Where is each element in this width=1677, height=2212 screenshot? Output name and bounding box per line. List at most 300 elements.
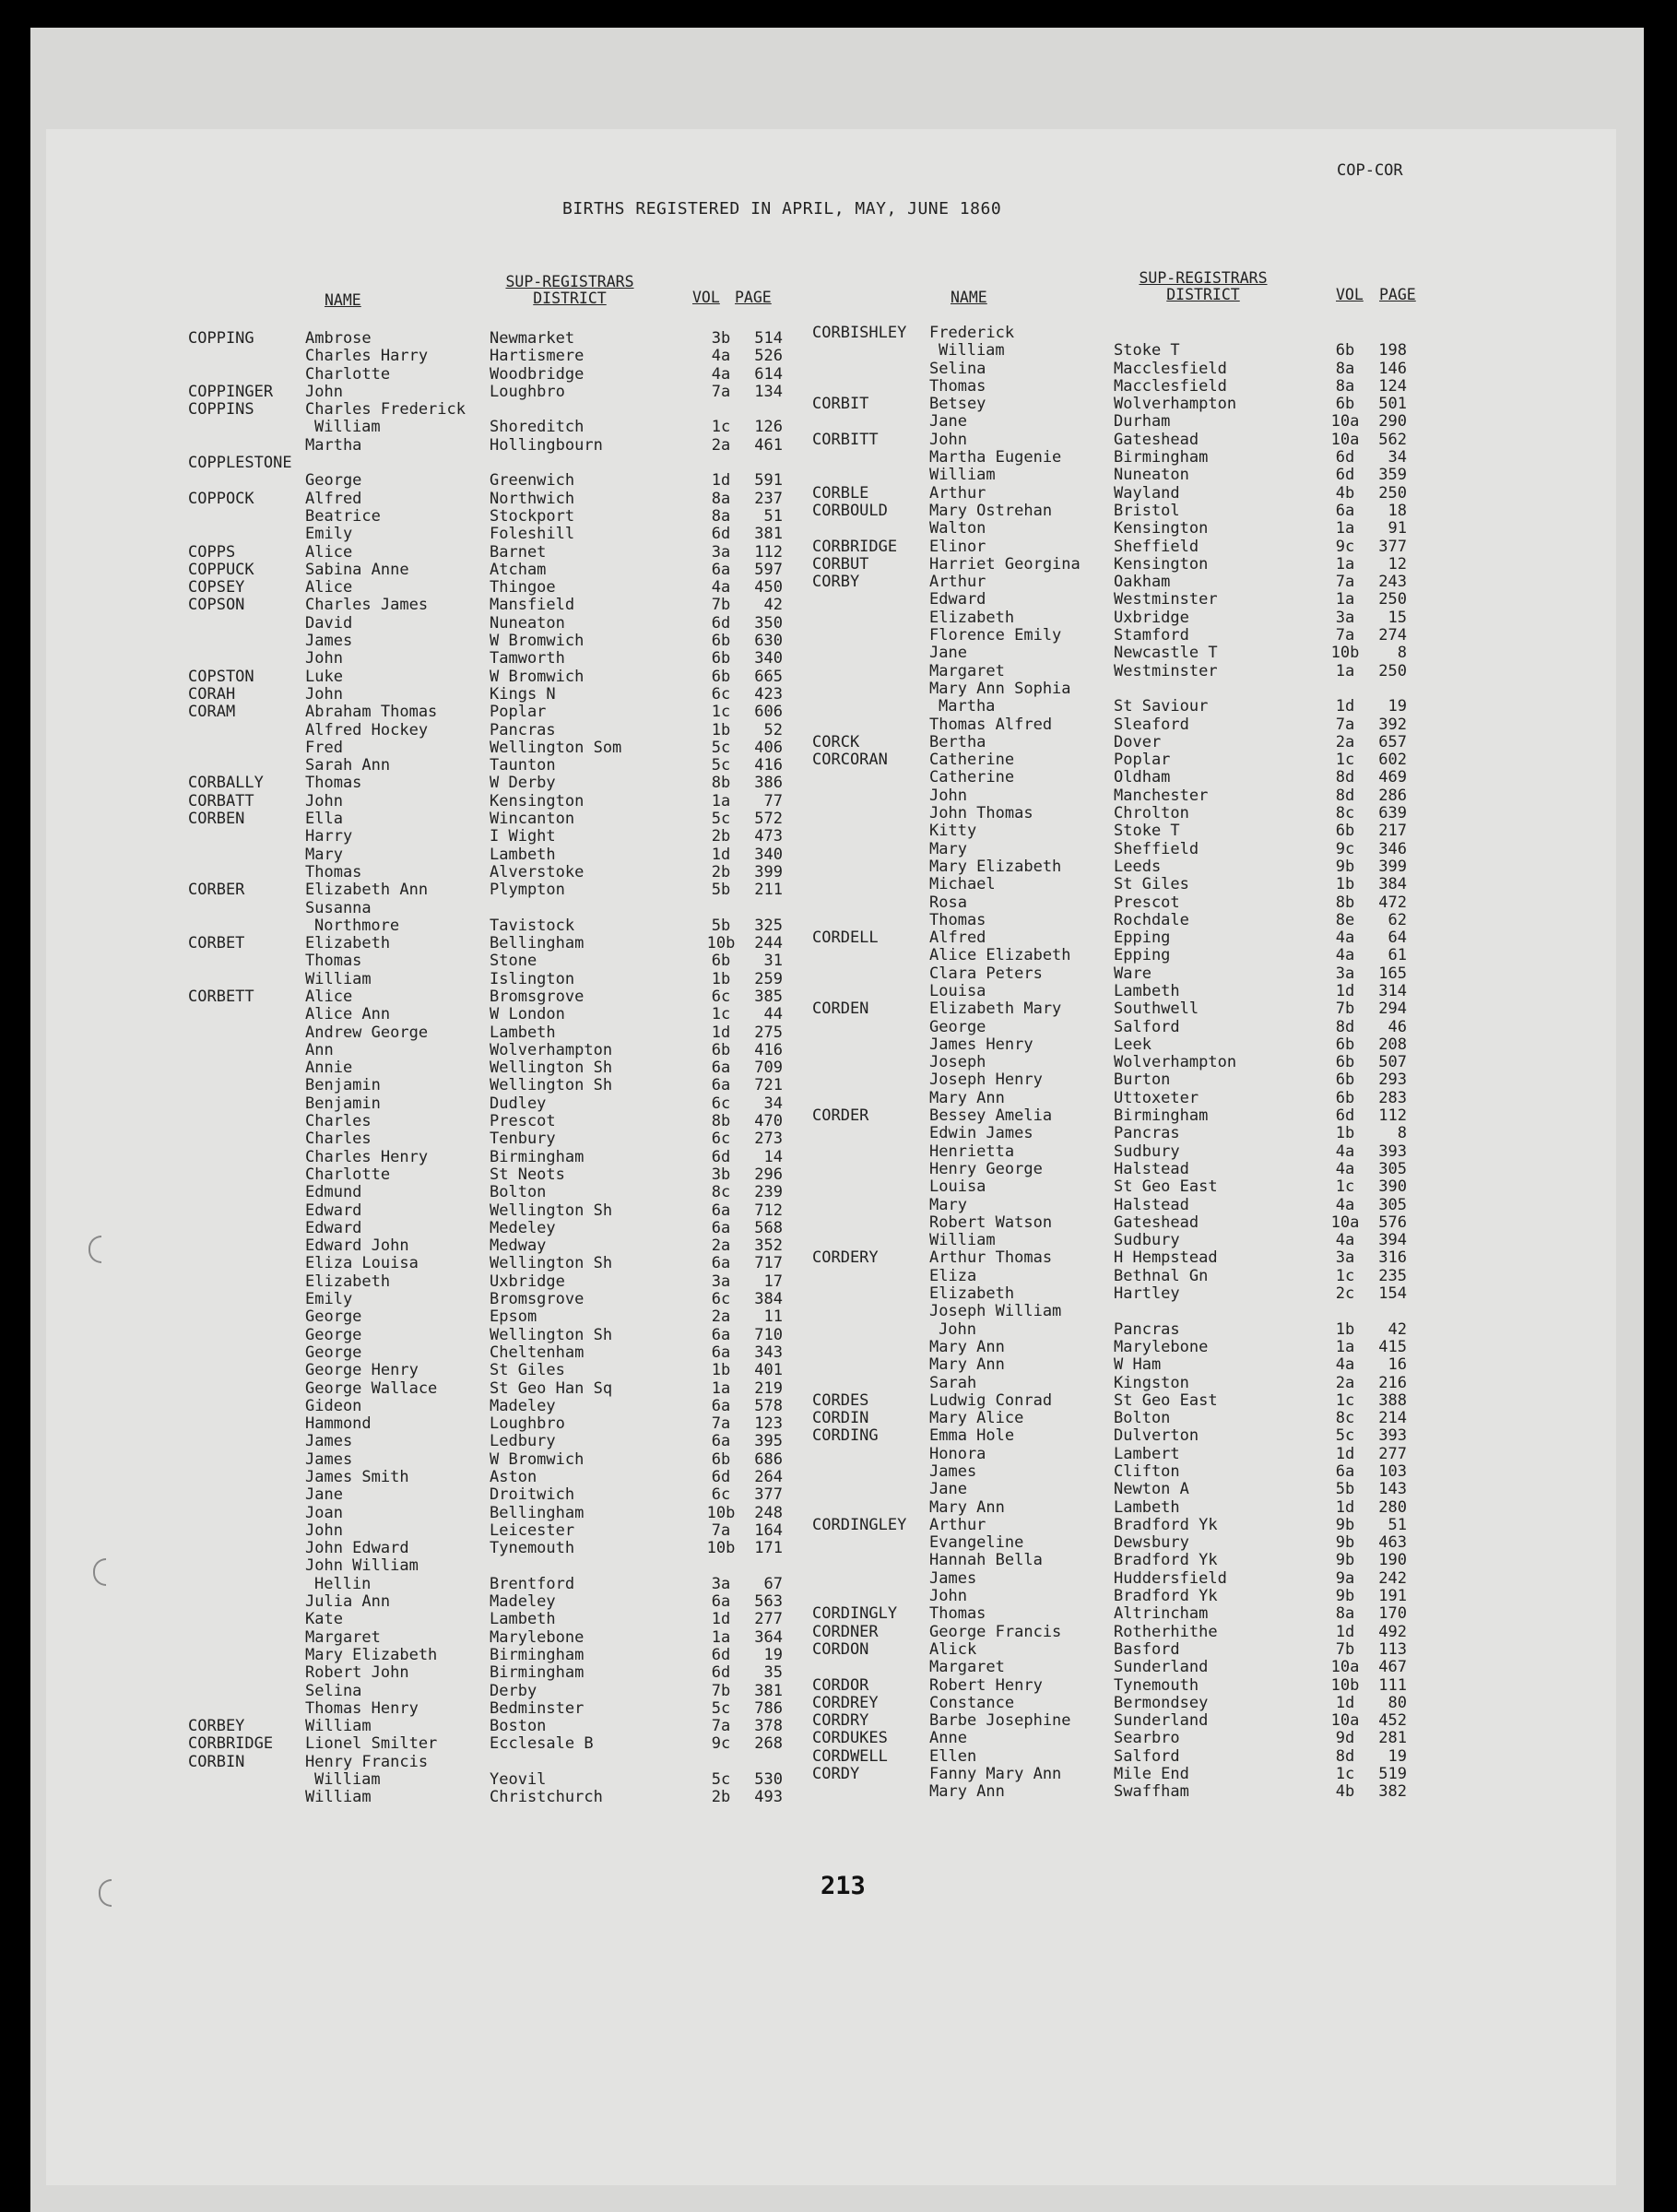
given-names: John bbox=[305, 649, 343, 668]
page-ref: 393 bbox=[1378, 1141, 1407, 1161]
volume: 10b bbox=[706, 1539, 736, 1558]
volume: 6d bbox=[711, 1663, 731, 1683]
register-entry bbox=[188, 668, 833, 685]
volume: 8a bbox=[1335, 359, 1355, 378]
given-names: Thomas bbox=[929, 376, 986, 396]
given-names: Arthur Thomas bbox=[929, 1248, 1053, 1268]
district: Tavistock bbox=[490, 916, 575, 935]
volume: 1a bbox=[1335, 554, 1355, 574]
register-entry bbox=[188, 1504, 833, 1521]
register-entry bbox=[812, 448, 1458, 466]
page-ref: 493 bbox=[754, 1788, 783, 1807]
volume: 6d bbox=[711, 1468, 731, 1486]
page-ref: 164 bbox=[754, 1520, 783, 1540]
volume: 6d bbox=[711, 613, 731, 633]
district-header-line1: SUP-REGISTRARS bbox=[505, 273, 634, 290]
district-header-line2: DISTRICT bbox=[1166, 286, 1240, 303]
given-names: Betsey bbox=[929, 395, 986, 414]
register-entry bbox=[188, 1485, 833, 1503]
district: Hartley bbox=[1114, 1284, 1180, 1304]
district: Northwich bbox=[490, 489, 575, 508]
register-entry bbox=[188, 632, 833, 649]
page-ref: 217 bbox=[1378, 822, 1407, 841]
volume: 1b bbox=[1335, 1319, 1355, 1339]
district: Uttoxeter bbox=[1114, 1088, 1199, 1107]
register-entry bbox=[812, 1053, 1458, 1071]
register-entry bbox=[188, 1272, 833, 1290]
district: Rochdale bbox=[1114, 910, 1189, 929]
surname: CORDER bbox=[812, 1106, 869, 1126]
surname: CORBRIDGE bbox=[188, 1734, 274, 1754]
volume: 4a bbox=[711, 347, 731, 366]
given-names: Mary Ann bbox=[929, 1355, 1005, 1375]
district: Droitwich bbox=[490, 1485, 575, 1505]
volume: 1d bbox=[1335, 697, 1355, 716]
given-names: Charles Harry bbox=[305, 347, 429, 366]
volume: 3a bbox=[1335, 964, 1355, 983]
volume: 4a bbox=[1335, 929, 1355, 948]
given-names: Honora bbox=[929, 1444, 986, 1463]
volume: 2b bbox=[711, 827, 731, 846]
page-ref: 377 bbox=[754, 1485, 783, 1505]
district: Bellingham bbox=[490, 934, 585, 953]
given-names: Edward bbox=[305, 1218, 362, 1237]
district: Stone bbox=[490, 952, 537, 971]
district: Stoke T bbox=[1114, 341, 1180, 361]
page-ref: 51 bbox=[763, 506, 783, 526]
volume: 7b bbox=[711, 596, 731, 615]
volume: 2b bbox=[711, 862, 731, 881]
volume: 5b bbox=[711, 916, 731, 935]
given-names: Joan bbox=[305, 1503, 343, 1522]
given-names: James Henry bbox=[929, 1035, 1033, 1054]
page-ref: 501 bbox=[1378, 395, 1407, 414]
register-entry bbox=[812, 341, 1458, 359]
given-names: Alice bbox=[305, 578, 353, 597]
volume: 5c bbox=[1335, 1426, 1355, 1446]
given-names: John bbox=[929, 786, 967, 805]
register-entry bbox=[188, 436, 833, 454]
page-ref: 350 bbox=[754, 613, 783, 633]
given-names: Louisa bbox=[929, 981, 986, 1000]
register-entry bbox=[812, 573, 1458, 590]
page-ref: 343 bbox=[754, 1343, 783, 1362]
given-names: David bbox=[305, 613, 353, 633]
page-ref: 112 bbox=[754, 542, 783, 562]
register-entry bbox=[812, 1302, 1458, 1319]
register-entry bbox=[812, 946, 1458, 964]
given-names: Bertha bbox=[929, 732, 986, 751]
right-entries-column bbox=[812, 324, 1458, 1801]
register-entry bbox=[188, 1628, 833, 1646]
volume: 1d bbox=[711, 1610, 731, 1629]
district: Marylebone bbox=[1114, 1337, 1209, 1356]
volume: 6a bbox=[711, 1218, 731, 1237]
register-entry bbox=[812, 1676, 1458, 1694]
district: Christchurch bbox=[490, 1788, 603, 1807]
district: Wayland bbox=[1114, 483, 1180, 503]
page-ref: 35 bbox=[763, 1663, 783, 1683]
page-ref: 470 bbox=[754, 1112, 783, 1131]
volume: 5b bbox=[711, 881, 731, 900]
page-ref: 293 bbox=[1378, 1071, 1407, 1090]
page-ref: 395 bbox=[754, 1432, 783, 1451]
surname: CORDEN bbox=[812, 1000, 869, 1019]
volume: 10a bbox=[1330, 430, 1360, 449]
register-entry bbox=[812, 1355, 1458, 1373]
register-entry bbox=[812, 804, 1458, 822]
district: Epping bbox=[1114, 929, 1171, 948]
volume: 6b bbox=[711, 649, 731, 668]
page-ref: 526 bbox=[754, 347, 783, 366]
district: Wellington Sh bbox=[490, 1059, 613, 1078]
district: Dewsbury bbox=[1114, 1533, 1189, 1553]
surname: COPSON bbox=[188, 596, 245, 615]
given-names: Catherine bbox=[929, 751, 1015, 770]
page-ref: 394 bbox=[1378, 1231, 1407, 1250]
surname: CORBIN bbox=[188, 1752, 245, 1771]
given-names: John bbox=[305, 382, 343, 401]
district: Uxbridge bbox=[1114, 608, 1189, 627]
volume: 10b bbox=[1330, 644, 1360, 663]
page-number: 213 bbox=[821, 1872, 866, 1900]
volume: 3a bbox=[711, 1272, 731, 1291]
volume: 10a bbox=[1330, 1212, 1360, 1232]
given-names: Edward John bbox=[305, 1236, 409, 1256]
page-ref: 64 bbox=[1388, 929, 1407, 948]
given-names: James bbox=[305, 632, 353, 651]
given-names: Ellen bbox=[929, 1746, 977, 1766]
register-entry bbox=[812, 484, 1458, 502]
register-entry bbox=[812, 751, 1458, 768]
register-entry bbox=[188, 1023, 833, 1041]
volume: 6a bbox=[711, 560, 731, 579]
register-entry bbox=[188, 418, 833, 435]
volume: 4a bbox=[1335, 1355, 1355, 1375]
page-ref: 514 bbox=[754, 329, 783, 348]
district: Bradford Yk bbox=[1114, 1551, 1218, 1570]
register-entry bbox=[812, 1480, 1458, 1497]
register-entry bbox=[188, 1307, 833, 1325]
volume: 1a bbox=[1335, 519, 1355, 538]
register-entry bbox=[812, 1658, 1458, 1675]
given-names: John bbox=[929, 1587, 967, 1606]
register-entry bbox=[188, 649, 833, 667]
volume: 8d bbox=[1335, 786, 1355, 805]
given-names: Charlotte bbox=[305, 364, 391, 384]
page-ref: 134 bbox=[754, 382, 783, 401]
register-entry bbox=[812, 911, 1458, 929]
district: Durham bbox=[1114, 412, 1171, 432]
register-entry bbox=[812, 1445, 1458, 1462]
volume: 10a bbox=[1330, 1658, 1360, 1677]
given-names: Alice Elizabeth bbox=[929, 946, 1071, 965]
volume: 4a bbox=[1335, 1141, 1355, 1161]
volume: 6c bbox=[711, 1485, 731, 1505]
surname: CORBEN bbox=[188, 810, 245, 829]
volume: 6b bbox=[1335, 1071, 1355, 1090]
register-entry bbox=[188, 1254, 833, 1272]
district: Alverstoke bbox=[490, 862, 585, 881]
left-entries-column bbox=[188, 329, 833, 1806]
district: St Giles bbox=[490, 1361, 565, 1380]
district: Salford bbox=[1114, 1746, 1180, 1766]
district: Wolverhampton bbox=[490, 1040, 613, 1059]
volume: 6a bbox=[711, 1076, 731, 1095]
given-names: Elizabeth bbox=[929, 1284, 1015, 1304]
surname: CORDIN bbox=[812, 1409, 869, 1428]
page-ref: 316 bbox=[1378, 1248, 1407, 1268]
register-entry bbox=[188, 347, 833, 364]
given-names: Mary Ann bbox=[929, 1088, 1005, 1107]
page-ref: 171 bbox=[754, 1539, 783, 1558]
surname: CORBETT bbox=[188, 987, 254, 1006]
volume: 1c bbox=[711, 1005, 731, 1024]
given-names: Annie bbox=[305, 1059, 353, 1078]
given-names: Louisa bbox=[929, 1177, 986, 1197]
district: Wolverhampton bbox=[1114, 1053, 1237, 1072]
given-names: Lionel Smilter bbox=[305, 1734, 438, 1754]
district: Kings N bbox=[490, 684, 556, 704]
page-ref: 191 bbox=[1378, 1587, 1407, 1606]
register-entry bbox=[188, 1290, 833, 1307]
register-entry bbox=[812, 1374, 1458, 1391]
district: Wellington Sh bbox=[490, 1325, 613, 1344]
page-ref: 378 bbox=[754, 1717, 783, 1736]
page-ref: 143 bbox=[1378, 1480, 1407, 1499]
page-ref: 14 bbox=[763, 1147, 783, 1166]
page-ref: 530 bbox=[754, 1770, 783, 1790]
page-ref: 243 bbox=[1378, 573, 1407, 592]
register-entry bbox=[812, 519, 1458, 537]
district: Bromsgrove bbox=[490, 987, 585, 1006]
register-entry bbox=[812, 1604, 1458, 1622]
page-ref: 384 bbox=[754, 1290, 783, 1309]
given-names: Thomas bbox=[929, 1604, 986, 1624]
page-ref: 390 bbox=[1378, 1177, 1407, 1197]
district: Swaffham bbox=[1114, 1782, 1189, 1802]
district: Kensington bbox=[1114, 554, 1209, 574]
register-entry bbox=[812, 964, 1458, 982]
volume: 1c bbox=[1335, 1765, 1355, 1784]
given-names: Beatrice bbox=[305, 506, 381, 526]
given-names: Harry bbox=[305, 827, 353, 846]
surname: CORBEY bbox=[188, 1717, 245, 1736]
district: Gateshead bbox=[1114, 1212, 1199, 1232]
volume: 5c bbox=[711, 738, 731, 757]
page-ref: 296 bbox=[754, 1165, 783, 1184]
district: Burton bbox=[1114, 1071, 1171, 1090]
given-names: James bbox=[929, 1568, 977, 1588]
register-entry bbox=[188, 774, 833, 791]
district-header-line2: DISTRICT bbox=[533, 290, 607, 307]
volume: 6c bbox=[711, 1290, 731, 1309]
volume: 5c bbox=[711, 810, 731, 829]
district: Southwell bbox=[1114, 1000, 1199, 1019]
surname: CORBUT bbox=[812, 554, 869, 574]
register-entry bbox=[812, 929, 1458, 946]
given-names: Eliza Louisa bbox=[305, 1254, 419, 1273]
given-names: Charles James bbox=[305, 596, 429, 615]
district: Newcastle T bbox=[1114, 644, 1218, 663]
page-ref: 190 bbox=[1378, 1551, 1407, 1570]
register-entry bbox=[812, 466, 1458, 483]
given-names: Ella bbox=[305, 810, 343, 829]
register-entry bbox=[812, 360, 1458, 377]
register-entry bbox=[812, 697, 1458, 715]
register-entry bbox=[812, 324, 1458, 341]
volume: 6a bbox=[711, 1343, 731, 1362]
page-ref: 235 bbox=[1378, 1266, 1407, 1285]
given-names: Eliza bbox=[929, 1266, 977, 1285]
given-names: John bbox=[929, 430, 967, 449]
volume: 1d bbox=[1335, 1622, 1355, 1641]
district: Sudbury bbox=[1114, 1231, 1180, 1250]
register-entry bbox=[188, 561, 833, 578]
given-names: William bbox=[929, 466, 996, 485]
page-ref: 250 bbox=[1378, 590, 1407, 609]
volume: 4a bbox=[711, 364, 731, 384]
volume: 3a bbox=[1335, 1248, 1355, 1268]
register-entry bbox=[188, 400, 833, 418]
page-ref: 463 bbox=[1378, 1533, 1407, 1553]
given-names: Charles Frederick bbox=[305, 400, 466, 420]
volume: 6b bbox=[711, 1040, 731, 1059]
register-entry bbox=[188, 1788, 833, 1805]
register-entry bbox=[188, 827, 833, 845]
surname: CORDING bbox=[812, 1426, 879, 1446]
volume: 7a bbox=[1335, 626, 1355, 645]
district: Wincanton bbox=[490, 810, 575, 829]
register-entry bbox=[188, 1165, 833, 1183]
given-names: Sarah Ann bbox=[305, 756, 391, 775]
page-column-header: PAGE bbox=[735, 289, 772, 306]
given-names: Margaret bbox=[929, 661, 1005, 680]
page-ref: 124 bbox=[1378, 376, 1407, 396]
surname: CORDUKES bbox=[812, 1729, 888, 1748]
district: Chrolton bbox=[1114, 804, 1189, 823]
register-entry bbox=[188, 917, 833, 934]
district: Poplar bbox=[1114, 751, 1171, 770]
given-names: Mary bbox=[305, 845, 343, 864]
volume: 8e bbox=[1335, 910, 1355, 929]
page-ref: 219 bbox=[754, 1378, 783, 1398]
page-ref: 492 bbox=[1378, 1622, 1407, 1641]
page-ref: 170 bbox=[1378, 1604, 1407, 1624]
register-entry bbox=[812, 1267, 1458, 1284]
page-ref: 294 bbox=[1378, 1000, 1407, 1019]
register-entry bbox=[188, 1379, 833, 1397]
volume: 6c bbox=[711, 987, 731, 1006]
given-names: Abraham Thomas bbox=[305, 703, 438, 722]
surname: CORDY bbox=[812, 1765, 860, 1784]
register-entry bbox=[812, 893, 1458, 911]
district: Westminster bbox=[1114, 661, 1218, 680]
volume: 6b bbox=[711, 632, 731, 651]
surname: CORBLE bbox=[812, 483, 869, 503]
page-ref: 507 bbox=[1378, 1053, 1407, 1072]
district: W London bbox=[490, 1005, 565, 1024]
volume: 2a bbox=[711, 1307, 731, 1327]
surname: CORBY bbox=[812, 573, 860, 592]
register-entry bbox=[188, 1539, 833, 1556]
register-entry bbox=[812, 377, 1458, 395]
district: Birmingham bbox=[490, 1147, 585, 1166]
page-ref: 259 bbox=[754, 969, 783, 988]
register-entry bbox=[188, 1326, 833, 1343]
district: Salford bbox=[1114, 1017, 1180, 1036]
page-ref: 602 bbox=[1378, 751, 1407, 770]
district: Bedminster bbox=[490, 1698, 585, 1718]
district: Medeley bbox=[490, 1218, 556, 1237]
volume: 1d bbox=[1335, 1693, 1355, 1712]
page-ref: 290 bbox=[1378, 412, 1407, 432]
district: Bellingham bbox=[490, 1503, 585, 1522]
register-entry bbox=[812, 1462, 1458, 1480]
page-ref: 244 bbox=[754, 934, 783, 953]
page-ref: 359 bbox=[1378, 466, 1407, 485]
given-names: Emily bbox=[305, 525, 353, 544]
given-names: William bbox=[305, 1788, 372, 1807]
district-column-header bbox=[487, 274, 653, 307]
register-entry bbox=[188, 365, 833, 383]
given-names: Hellin bbox=[314, 1574, 372, 1593]
district: Birmingham bbox=[1114, 448, 1209, 467]
page-ref: 519 bbox=[1378, 1765, 1407, 1784]
register-entry bbox=[188, 1432, 833, 1449]
register-entry bbox=[812, 1284, 1458, 1302]
volume: 5c bbox=[711, 1770, 731, 1790]
given-names: Alfred bbox=[929, 929, 986, 948]
volume: 6b bbox=[1335, 341, 1355, 361]
volume: 6c bbox=[711, 1094, 731, 1113]
page-ref: 113 bbox=[1378, 1639, 1407, 1659]
given-names: William bbox=[305, 1717, 372, 1736]
page-ref: 42 bbox=[1388, 1319, 1407, 1339]
given-names: Thomas bbox=[305, 862, 362, 881]
district: Stoke T bbox=[1114, 822, 1180, 841]
register-entry bbox=[188, 1556, 833, 1574]
register-entry bbox=[812, 431, 1458, 448]
page-ref: 67 bbox=[763, 1574, 783, 1593]
given-names: Thomas Henry bbox=[305, 1698, 419, 1718]
page-ref: 452 bbox=[1378, 1711, 1407, 1731]
district: Halstead bbox=[1114, 1195, 1189, 1214]
district: Pancras bbox=[1114, 1319, 1180, 1339]
given-names: Clara Peters bbox=[929, 964, 1043, 983]
register-entry bbox=[812, 1694, 1458, 1711]
volume: 9b bbox=[1335, 1533, 1355, 1553]
volume: 7b bbox=[1335, 1639, 1355, 1659]
page-ref: 242 bbox=[1378, 1568, 1407, 1588]
register-entry bbox=[812, 609, 1458, 626]
district: Wellington Som bbox=[490, 738, 622, 757]
register-entry bbox=[188, 1663, 833, 1681]
given-names: Rosa bbox=[929, 893, 967, 912]
volume: 7a bbox=[1335, 715, 1355, 734]
volume: 2a bbox=[1335, 1373, 1355, 1392]
volume: 3b bbox=[711, 1165, 731, 1184]
page-ref: 416 bbox=[754, 1040, 783, 1059]
given-names: Ann bbox=[305, 1040, 334, 1059]
register-entry bbox=[188, 1575, 833, 1592]
district: W Bromwich bbox=[490, 1449, 585, 1469]
page-ref: 472 bbox=[1378, 893, 1407, 912]
surname: CORBITT bbox=[812, 430, 879, 449]
given-names: Sabina Anne bbox=[305, 560, 409, 579]
page-ref: 591 bbox=[754, 471, 783, 491]
volume: 10a bbox=[1330, 1711, 1360, 1731]
